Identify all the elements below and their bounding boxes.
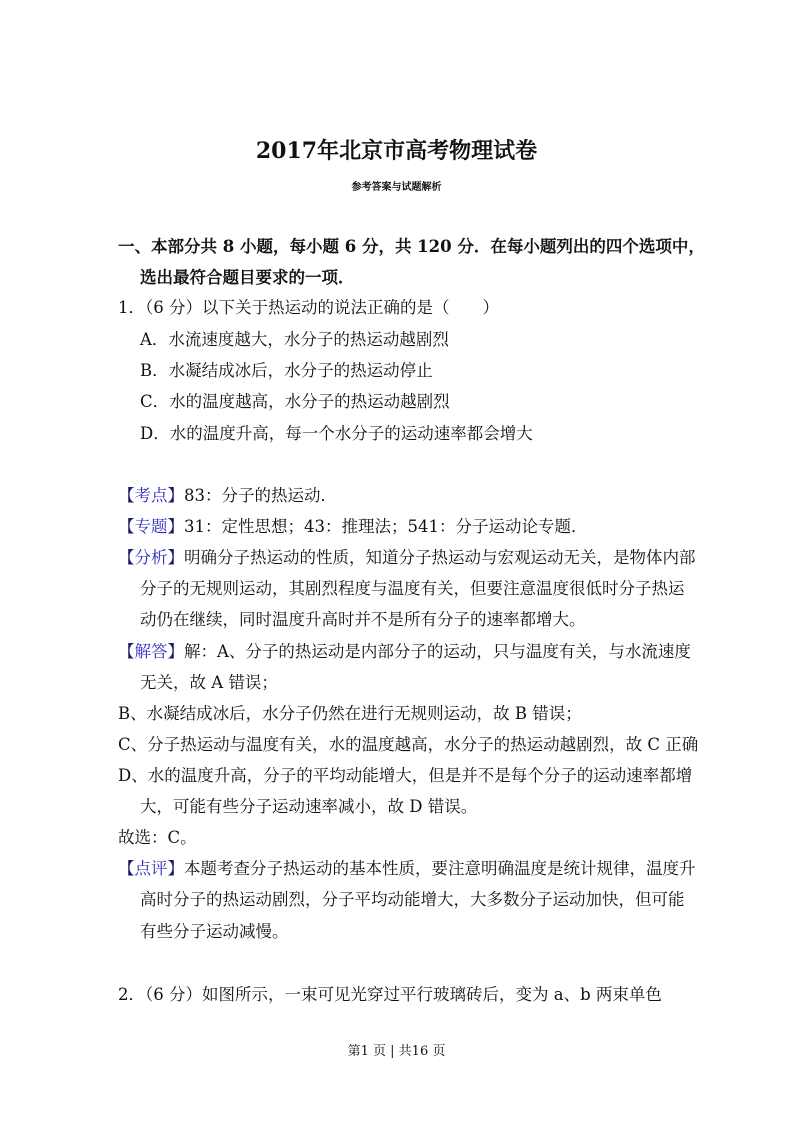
- fenxi-text: 明确分子热运动的性质，知道分子热运动与宏观运动无关，是物体内部: [184, 548, 696, 567]
- jieda-line-6: 大，可能有些分子运动速率减小，故 D 错误。: [140, 797, 478, 816]
- option-c: C．水的温度越高，水分子的热运动越剧烈: [140, 392, 450, 411]
- jieda-line-2: 无关，故 A 错误；: [140, 673, 278, 692]
- kaodian-row: 【考点】83：分子的热运动．: [118, 486, 337, 505]
- jieda-label: 解答: [134, 642, 168, 661]
- option-a: A．水流速度越大，水分子的热运动越剧烈: [140, 330, 449, 349]
- fenxi-line-2: 分子的无规则运动，其剧烈程度与温度有关，但要注意温度很低时分子热运: [140, 579, 685, 598]
- kaodian-label: 考点: [134, 486, 168, 505]
- section-heading-line-2: 选出最符合题目要求的一项．: [140, 268, 355, 287]
- option-d: D．水的温度升高，每一个水分子的运动速率都会增大: [140, 424, 533, 443]
- jieda-text: 解：A、分子的热运动是内部分子的运动，只与温度有关，与水流速度: [184, 642, 691, 661]
- fenxi-row: 【分析】明确分子热运动的性质，知道分子热运动与宏观运动无关，是物体内部: [118, 548, 696, 567]
- page-footer: 第1 页 | 共16 页: [347, 1044, 446, 1059]
- dianping-row: 【点评】本题考查分子热运动的基本性质，要注意明确温度是统计规律，温度升: [118, 859, 696, 878]
- kaodian-text: 83：分子的热运动．: [184, 486, 337, 505]
- zhuanti-row: 【专题】31：定性思想；43：推理法；541：分子运动论专题．: [118, 517, 588, 536]
- zhuanti-label: 专题: [134, 517, 168, 536]
- jieda-line-5: D、水的温度升高，分子的平均动能增大，但是并不是每个分子的运动速率都增: [118, 766, 693, 785]
- answer-line: 故选：C。: [118, 828, 197, 847]
- jieda-row: 【解答】解：A、分子的热运动是内部分子的运动，只与温度有关，与水流速度: [118, 642, 691, 661]
- question-1-stem: 1．（6 分）以下关于热运动的说法正确的是（ ）: [118, 298, 499, 317]
- question-2-stem: 2．（6 分）如图所示，一束可见光穿过平行玻璃砖后，变为 a、b 两束单色: [118, 985, 662, 1004]
- dianping-line-2: 高时分子的热运动剧烈，分子平均动能增大，大多数分子运动加快，但可能: [140, 890, 685, 909]
- option-b: B．水凝结成冰后，水分子的热运动停止: [140, 361, 433, 380]
- jieda-line-3: B、水凝结成冰后，水分子仍然在进行无规则运动，故 B 错误；: [118, 704, 582, 723]
- section-heading-line-1: 一、本部分共 8 小题，每小题 6 分，共 120 分．在每小题列出的四个选项中，: [118, 237, 705, 256]
- jieda-line-4: C、分子热运动与温度有关，水的温度越高，水分子的热运动越剧烈，故 C 正确: [118, 735, 699, 754]
- fenxi-label: 分析: [134, 548, 168, 567]
- zhuanti-text: 31：定性思想；43：推理法；541：分子运动论专题．: [184, 517, 588, 536]
- fenxi-line-3: 动仍在继续，同时温度升高时并不是所有分子的速率都增大。: [140, 610, 586, 629]
- dianping-label: 点评: [134, 859, 168, 878]
- page-subtitle: 参考答案与试题解析: [351, 182, 442, 193]
- page-title: 2017年北京市高考物理试卷: [255, 138, 538, 164]
- dianping-line-3: 有些分子运动减慢。: [140, 922, 289, 941]
- dianping-text: 本题考查分子热运动的基本性质，要注意明确温度是统计规律，温度升: [184, 859, 696, 878]
